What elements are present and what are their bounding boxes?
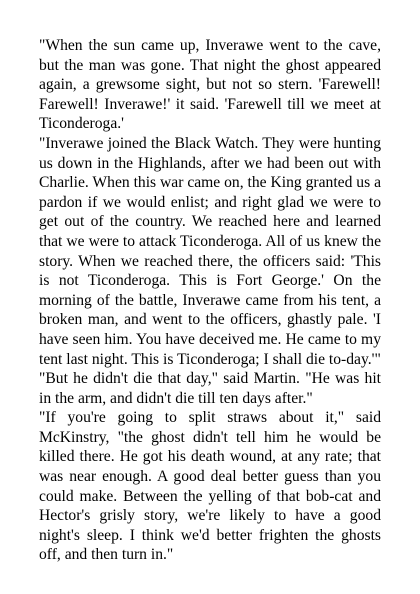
- page-text-block: [39, 36, 381, 565]
- paragraph-3: "But he didn't die that day," said Martin. "He was hit in the arm, and didn't die till ten days after.": [39, 370, 381, 407]
- paragraph-4: "If you're going to split straws about it," said McKinstry, "the ghost didn't tell him he would be killed there. He got his death wound, at any rate; that was near enough. A good deal better guess than you could make. Between the yelling of that bob-cat and Hector's grisly story, we're likely to have a good night's sleep. I think we'd better frighten the ghosts off, and then turn in.": [39, 409, 381, 564]
- paragraph-1: "When the sun came up, Inverawe went to the cave, but the man was gone. That night the ghost appeared again, a grewsome sight, but not so stern. 'Farewell! Farewell! Inverawe!' it said. 'Farewell till we meet at Ticonderoga.': [39, 37, 381, 133]
- paragraph-2: "Inverawe joined the Black Watch. They were hunting us down in the Highlands, after we had been out with Charlie. When this war came on, the King granted us a pardon if we would enlist; and right glad we were to get out of the country. We reached here and learned that we were to attack Ticonderoga. All of us knew the story. When we reached there, the officers said: 'This is not Ticonderoga. This is Fort George.' On the morning of the battle, Inverawe came from his tent, a broken man, and went to the officers, ghastly pale. 'I have seen him. You have deceived me. He came to my tent last night. This is Ticonderoga; I shall die to-day.'": [39, 134, 381, 368]
